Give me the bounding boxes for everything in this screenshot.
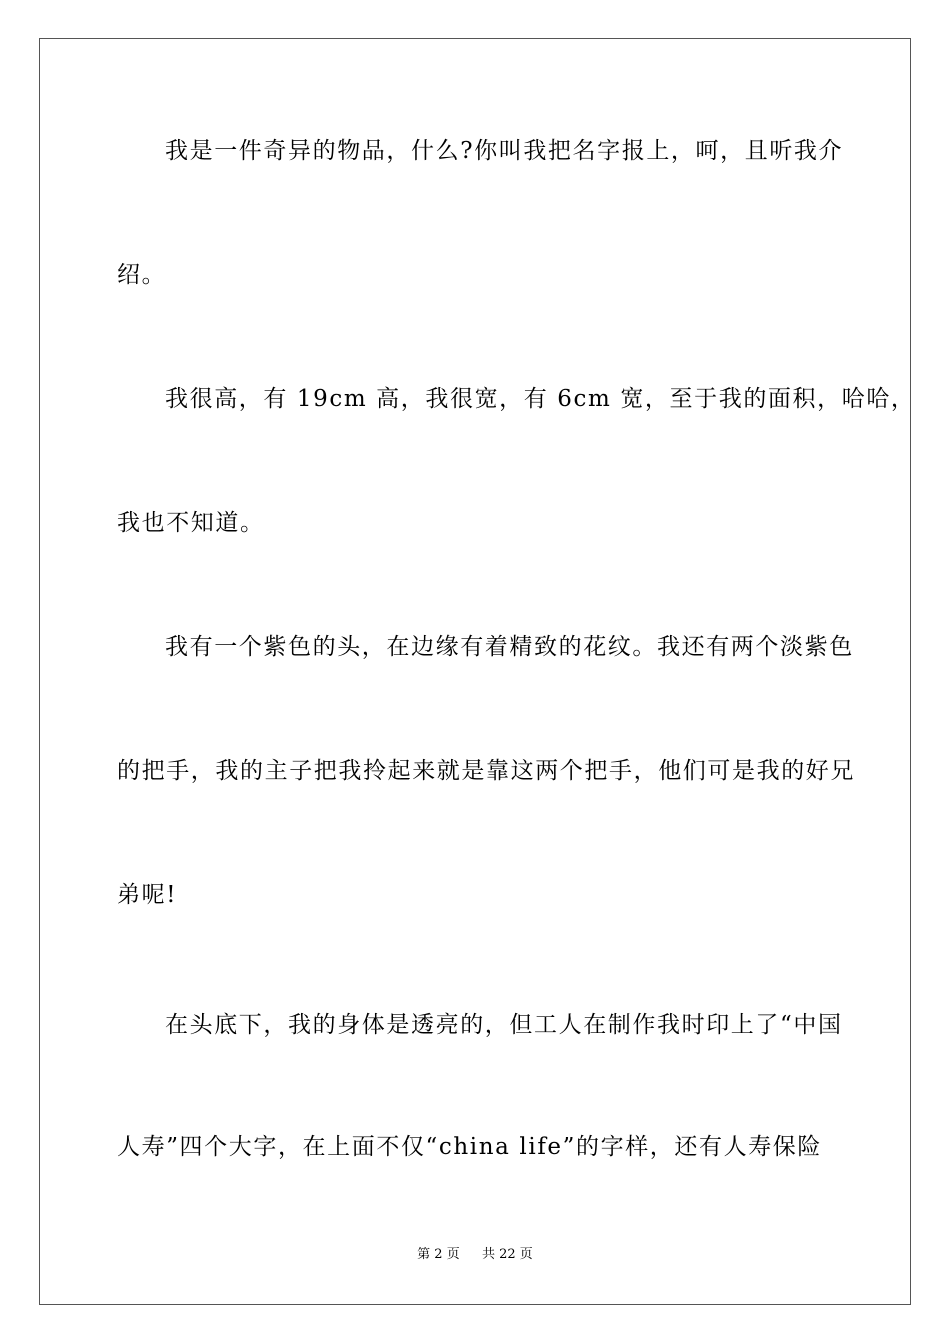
- page-footer: [0, 1246, 950, 1264]
- paragraph-3-line-1: 我有一个紫色的头，在边缘有着精致的花纹。我还有两个淡紫色: [165, 634, 854, 660]
- page-number: 第 2 页: [417, 1247, 460, 1262]
- paragraph-3-line-3: 弟呢!: [117, 882, 178, 908]
- paragraph-1-line-1: 我是一件奇异的物品，什么?你叫我把名字报上，呵，且听我介: [165, 138, 844, 164]
- paragraph-2-line-1: 我很高，有 19cm 高，我很宽，有 6cm 宽，至于我的面积，哈哈，: [165, 386, 916, 412]
- paragraph-4-line-2: 人寿”四个大字，在上面不仅“china life”的字样，还有人寿保险: [117, 1134, 822, 1160]
- paragraph-4-line-1: 在头底下，我的身体是透亮的，但工人在制作我时印上了“中国: [165, 1012, 843, 1038]
- paragraph-3-line-2: 的把手，我的主子把我拎起来就是靠这两个把手，他们可是我的好兄: [117, 758, 855, 784]
- paragraph-1-line-2: 绍。: [117, 262, 167, 288]
- page-border: [39, 38, 916, 1305]
- page-total: 共 22 页: [482, 1247, 533, 1262]
- paragraph-2-line-2: 我也不知道。: [117, 510, 265, 536]
